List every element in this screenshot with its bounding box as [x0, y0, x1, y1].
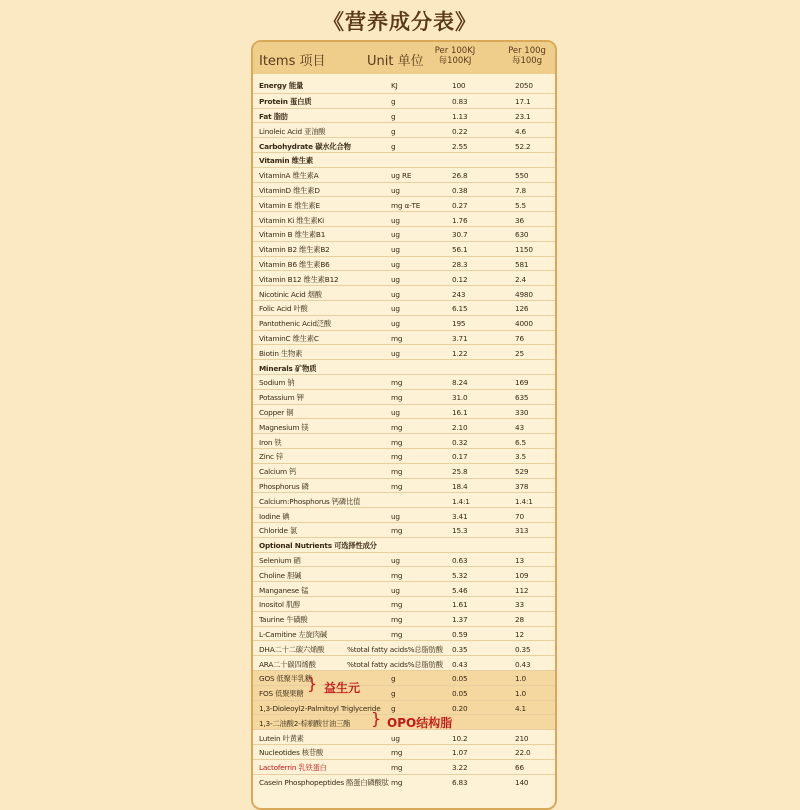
value-per-100kj: 1.13	[452, 111, 468, 121]
nutrient-unit: ug	[391, 407, 400, 417]
nutrient-unit: g	[391, 97, 396, 107]
table-row	[253, 418, 555, 434]
nutrient-name: 1,3-Dioleoyl2-Palmitoyl Triglyceride	[259, 703, 381, 713]
nutrient-unit: mg	[391, 615, 403, 625]
value-per-100g: 4.1	[515, 703, 527, 713]
nutrient-unit: ug	[391, 274, 400, 284]
header-per-100g-cn: 每100g	[511, 56, 543, 66]
value-per-100kj: 16.1	[452, 407, 468, 417]
nutrient-name: Fat 脂肪	[259, 111, 288, 121]
nutrient-unit: mg	[391, 333, 403, 343]
value-per-100kj: 100	[452, 81, 466, 91]
value-per-100kj: 6.15	[452, 304, 468, 314]
table-row	[253, 655, 555, 671]
value-per-100g: 112	[515, 585, 529, 595]
nutrient-name: Copper 铜	[259, 407, 294, 417]
header-items: Items 项目	[259, 54, 326, 69]
value-per-100g: 22.0	[515, 748, 531, 758]
value-per-100g: 0.43	[515, 659, 531, 669]
value-per-100g: 2050	[515, 81, 533, 91]
nutrient-name: Minerals 矿物质	[259, 363, 317, 373]
nutrient-unit: ug	[391, 215, 400, 225]
prebiotics-label: 益生元	[324, 681, 361, 695]
value-per-100kj: 8.24	[452, 378, 468, 388]
value-per-100kj: 5.32	[452, 570, 468, 580]
opo-label: OPO结构脂	[387, 716, 453, 730]
nutrient-unit: ug	[391, 304, 400, 314]
value-per-100kj: 3.71	[452, 333, 468, 343]
value-per-100g: 5.5	[515, 200, 527, 210]
value-per-100g: 630	[515, 230, 529, 240]
table-row	[253, 359, 555, 375]
table-row	[253, 492, 555, 508]
value-per-100kj: 0.38	[452, 185, 468, 195]
value-per-100g: 635	[515, 393, 529, 403]
nutrient-unit: KJ	[391, 81, 398, 91]
nutrient-name: Lutein 叶黄素	[259, 733, 304, 743]
table-row	[253, 404, 555, 420]
nutrient-unit: %total fatty acids%总脂肪酸	[347, 659, 443, 669]
value-per-100kj: 18.4	[452, 481, 468, 491]
nutrient-unit: mg	[391, 467, 403, 477]
nutrient-name: Choline 胆碱	[259, 570, 302, 580]
nutrient-name: Vitamin B6 维生素B6	[259, 259, 330, 269]
header-per-100kj-cn: 每100KJ	[438, 56, 472, 66]
nutrient-name: Vitamin B12 维生素B12	[259, 274, 339, 284]
nutrient-unit: ug	[391, 585, 400, 595]
nutrient-name: Potassium 钾	[259, 393, 304, 403]
nutrient-unit: ug	[391, 511, 400, 521]
table-row	[253, 478, 555, 494]
value-per-100g: 4.6	[515, 126, 527, 136]
nutrient-name: Magnesium 镁	[259, 422, 309, 432]
table-row	[253, 566, 555, 582]
table-row	[253, 256, 555, 272]
nutrition-table	[251, 40, 557, 810]
nutrient-unit: mg	[391, 777, 403, 787]
value-per-100g: 7.8	[515, 185, 527, 195]
table-row	[253, 611, 555, 627]
value-per-100kj: 0.43	[452, 659, 468, 669]
table-row	[253, 211, 555, 227]
nutrient-unit: mg	[391, 378, 403, 388]
table-row	[253, 389, 555, 405]
value-per-100g: 0.35	[515, 644, 531, 654]
value-per-100kj: 2.10	[452, 422, 468, 432]
value-per-100kj: 0.05	[452, 689, 468, 699]
value-per-100kj: 30.7	[452, 230, 468, 240]
table-row	[253, 167, 555, 183]
value-per-100kj: 31.0	[452, 393, 468, 403]
value-per-100g: 6.5	[515, 437, 527, 447]
table-row	[253, 300, 555, 316]
value-per-100g: 550	[515, 171, 529, 181]
value-per-100g: 70	[515, 511, 524, 521]
value-per-100g: 378	[515, 481, 529, 491]
table-row	[253, 537, 555, 553]
value-per-100kj: 10.2	[452, 733, 468, 743]
nutrient-name: VitaminA 维生素A	[259, 171, 319, 181]
nutrient-name: Lactoferrin 乳铁蛋白	[259, 763, 327, 773]
table-row	[253, 196, 555, 212]
value-per-100kj: 0.27	[452, 200, 468, 210]
nutrient-unit: mg	[391, 570, 403, 580]
table-row	[253, 226, 555, 242]
nutrient-unit: ug	[391, 259, 400, 269]
nutrient-unit: mg	[391, 526, 403, 536]
nutrient-unit: mg	[391, 452, 403, 462]
header-unit: Unit 单位	[367, 54, 424, 69]
table-row	[253, 729, 555, 745]
value-per-100kj: 0.20	[452, 703, 468, 713]
header-per-100g-en: Per 100g	[508, 46, 546, 56]
table-row	[253, 774, 555, 790]
nutrient-name: Calcium:Phosphorus 钙磷比值	[259, 496, 361, 506]
table-row	[253, 78, 555, 93]
table-row	[253, 182, 555, 198]
value-per-100g: 17.1	[515, 97, 531, 107]
nutrient-name: Casein Phosphopeptides 酪蛋白磷酸肽	[259, 777, 389, 787]
nutrient-name: GOS 低聚半乳糖	[259, 674, 313, 684]
value-per-100g: 43	[515, 422, 524, 432]
nutrient-name: Protein 蛋白质	[259, 97, 312, 107]
nutrient-name: Nicotinic Acid 烟酸	[259, 289, 322, 299]
header-per-100kj-en: Per 100KJ	[434, 46, 476, 56]
value-per-100g: 23.1	[515, 111, 531, 121]
value-per-100g: 1150	[515, 245, 533, 255]
nutrient-unit: ug	[391, 230, 400, 240]
table-row	[253, 108, 555, 124]
nutrient-unit: g	[391, 689, 396, 699]
nutrient-unit: ug	[391, 245, 400, 255]
value-per-100kj: 1.37	[452, 615, 468, 625]
opo-brace: }	[371, 709, 382, 728]
nutrient-name: VitaminD 维生素D	[259, 185, 320, 195]
nutrient-unit: ug RE	[391, 171, 412, 181]
value-per-100g: 76	[515, 333, 524, 343]
header-per-100g	[501, 46, 553, 66]
value-per-100kj: 243	[452, 289, 466, 299]
value-per-100g: 330	[515, 407, 529, 417]
table-row	[253, 374, 555, 390]
table-row	[253, 344, 555, 360]
value-per-100g: 1.0	[515, 689, 527, 699]
value-per-100kj: 0.05	[452, 674, 468, 684]
prebiotics-brace: }	[307, 674, 318, 693]
table-row	[253, 433, 555, 449]
nutrient-name: Nucleotides 核苷酸	[259, 748, 324, 758]
value-per-100g: 4980	[515, 289, 533, 299]
nutrient-unit: ug	[391, 733, 400, 743]
value-per-100g: 109	[515, 570, 529, 580]
value-per-100kj: 3.41	[452, 511, 468, 521]
table-row	[253, 685, 555, 701]
table-row	[253, 270, 555, 286]
value-per-100g: 36	[515, 215, 524, 225]
value-per-100g: 2.4	[515, 274, 527, 284]
nutrient-unit: g	[391, 703, 396, 713]
table-row	[253, 285, 555, 301]
value-per-100g: 126	[515, 304, 529, 314]
value-per-100g: 66	[515, 763, 524, 773]
value-per-100kj: 6.83	[452, 777, 468, 787]
table-header	[253, 42, 555, 74]
value-per-100kj: 0.59	[452, 629, 468, 639]
value-per-100kj: 28.3	[452, 259, 468, 269]
value-per-100kj: 0.22	[452, 126, 468, 136]
value-per-100kj: 0.17	[452, 452, 468, 462]
table-row	[253, 626, 555, 642]
nutrient-unit: mg	[391, 748, 403, 758]
value-per-100kj: 1.4:1	[452, 496, 470, 506]
value-per-100kj: 0.35	[452, 644, 468, 654]
nutrient-name: Folic Acid 叶酸	[259, 304, 308, 314]
nutrient-name: Carbohydrate 碳水化合物	[259, 141, 351, 151]
value-per-100kj: 2.55	[452, 141, 468, 151]
nutrient-name: Iron 铁	[259, 437, 282, 447]
value-per-100kj: 0.32	[452, 437, 468, 447]
nutrient-unit: mg	[391, 629, 403, 639]
table-row	[253, 640, 555, 656]
nutrient-name: Selenium 硒	[259, 555, 301, 565]
value-per-100g: 581	[515, 259, 529, 269]
nutrient-name: Vitamin B2 维生素B2	[259, 245, 330, 255]
value-per-100kj: 0.83	[452, 97, 468, 107]
nutrient-name: Sodium 钠	[259, 378, 295, 388]
nutrient-unit: g	[391, 111, 396, 121]
nutrient-unit: g	[391, 674, 396, 684]
value-per-100g: 33	[515, 600, 524, 610]
table-row	[253, 670, 555, 686]
nutrient-name: L-Carnitine 左旋肉碱	[259, 629, 327, 639]
nutrient-name: Inositol 肌醇	[259, 600, 301, 610]
nutrient-name: Iodine 碘	[259, 511, 290, 521]
value-per-100g: 140	[515, 777, 529, 787]
table-row	[253, 330, 555, 346]
nutrient-name: Linoleic Acid 亚油酸	[259, 126, 326, 136]
value-per-100kj: 195	[452, 319, 466, 329]
nutrient-unit: ug	[391, 348, 400, 358]
value-per-100kj: 1.76	[452, 215, 468, 225]
nutrient-name: Zinc 锌	[259, 452, 284, 462]
table-row	[253, 137, 555, 153]
value-per-100g: 52.2	[515, 141, 531, 151]
nutrient-unit: mg	[391, 600, 403, 610]
nutrient-unit: ug	[391, 319, 400, 329]
value-per-100g: 4000	[515, 319, 533, 329]
nutrient-name: Vitamin E 维生素E	[259, 200, 320, 210]
header-per-100kj	[429, 46, 481, 66]
nutrient-unit: g	[391, 141, 396, 151]
nutrient-name: FOS 低聚果糖	[259, 689, 304, 699]
table-row	[253, 241, 555, 257]
nutrient-unit: mg	[391, 481, 403, 491]
table-row	[253, 522, 555, 538]
table-row	[253, 552, 555, 568]
value-per-100g: 210	[515, 733, 529, 743]
value-per-100g: 25	[515, 348, 524, 358]
value-per-100kj: 15.3	[452, 526, 468, 536]
nutrient-name: Energy 能量	[259, 81, 304, 91]
value-per-100g: 28	[515, 615, 524, 625]
nutrient-name: Vitamin 维生素	[259, 156, 313, 166]
value-per-100g: 1.4:1	[515, 496, 533, 506]
value-per-100g: 3.5	[515, 452, 527, 462]
value-per-100kj: 26.8	[452, 171, 468, 181]
nutrient-unit: g	[391, 126, 396, 136]
nutrient-name: Calcium 钙	[259, 467, 297, 477]
table-row	[253, 581, 555, 597]
nutrient-name: Pantothenic Acid泛酸	[259, 319, 331, 329]
table-row	[253, 596, 555, 612]
table-row	[253, 315, 555, 331]
nutrient-unit: mg	[391, 763, 403, 773]
table-row	[253, 448, 555, 464]
table-row	[253, 507, 555, 523]
nutrient-name: Biotin 生物素	[259, 348, 303, 358]
nutrient-unit: mg	[391, 437, 403, 447]
page-title: 《营养成分表》	[323, 10, 477, 34]
value-per-100kj: 5.46	[452, 585, 468, 595]
nutrient-name: Vitamin Ki 维生素Ki	[259, 215, 324, 225]
value-per-100kj: 3.22	[452, 763, 468, 773]
nutrient-unit: ug	[391, 555, 400, 565]
value-per-100g: 13	[515, 555, 524, 565]
table-row	[253, 122, 555, 138]
nutrient-unit: %total fatty acids%总脂肪酸	[347, 644, 443, 654]
nutrient-name: Phosphorus 磷	[259, 481, 309, 491]
nutrient-name: Vitamin B 维生素B1	[259, 230, 326, 240]
value-per-100g: 313	[515, 526, 529, 536]
table-row	[253, 744, 555, 760]
value-per-100kj: 25.8	[452, 467, 468, 477]
value-per-100g: 169	[515, 378, 529, 388]
nutrient-unit: mg	[391, 422, 403, 432]
value-per-100kj: 0.63	[452, 555, 468, 565]
value-per-100g: 529	[515, 467, 529, 477]
nutrient-name: ARA二十碳四烯酸	[259, 659, 316, 669]
table-row	[253, 93, 555, 109]
nutrient-name: DHA二十二碳六烯酸	[259, 644, 325, 654]
value-per-100g: 1.0	[515, 674, 527, 684]
nutrient-name: VitaminC 维生素C	[259, 333, 319, 343]
nutrient-name: Taurine 牛磺酸	[259, 615, 308, 625]
value-per-100kj: 1.61	[452, 600, 468, 610]
table-row	[253, 759, 555, 775]
nutrient-name: Manganese 锰	[259, 585, 309, 595]
nutrient-unit: mg α-TE	[391, 200, 421, 210]
value-per-100kj: 1.22	[452, 348, 468, 358]
nutrient-unit: ug	[391, 289, 400, 299]
nutrient-name: 1,3-二油酸2-棕榈酸甘油三酯	[259, 718, 351, 728]
value-per-100kj: 56.1	[452, 245, 468, 255]
nutrient-unit: ug	[391, 185, 400, 195]
value-per-100kj: 0.12	[452, 274, 468, 284]
nutrient-name: Optional Nutrients 可选择性成分	[259, 541, 377, 551]
table-row	[253, 463, 555, 479]
value-per-100kj: 1.07	[452, 748, 468, 758]
nutrient-name: Chloride 氯	[259, 526, 297, 536]
value-per-100g: 12	[515, 629, 524, 639]
nutrient-unit: mg	[391, 393, 403, 403]
table-row	[253, 152, 555, 168]
